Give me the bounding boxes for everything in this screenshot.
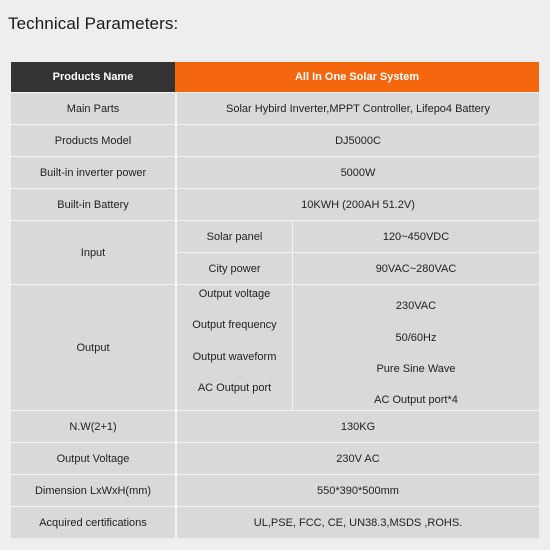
input-sub-value: 120~450VDC [382, 230, 450, 243]
input-subrow [177, 252, 539, 284]
table-row [11, 507, 539, 538]
output-subrow [177, 316, 539, 347]
row-label: Products Model [11, 125, 177, 156]
row-value: 10KWH (200AH 51.2V) [301, 198, 415, 211]
output-subrow [177, 348, 539, 379]
row-value: 5000W [340, 166, 376, 179]
row-value: DJ5000C [335, 134, 381, 147]
table-row [11, 157, 539, 189]
output-sub-label: Output frequency [177, 316, 293, 347]
input-group-row [11, 221, 539, 285]
output-subrow [177, 379, 539, 410]
page-title: Technical Parameters: [8, 14, 179, 33]
row-label: N.W(2+1) [11, 411, 177, 442]
table-header-row [11, 62, 539, 93]
input-sub-value: 90VAC~280VAC [375, 262, 457, 275]
input-subrows [177, 221, 539, 284]
output-sub-label: Output voltage [177, 285, 293, 316]
input-sub-label: Solar panel [177, 221, 293, 252]
output-subrows [177, 285, 539, 410]
row-label: Built-in Battery [11, 189, 177, 220]
output-group-row [11, 285, 539, 411]
output-sub-value: 230VAC [395, 300, 437, 313]
table-row [11, 443, 539, 475]
output-group-label: Output [11, 285, 177, 410]
output-sub-value: 50/60Hz [395, 331, 437, 344]
input-sub-label: City power [177, 253, 293, 284]
row-label: Acquired certifications [11, 507, 177, 538]
table-row [11, 93, 539, 125]
input-group-label: Input [11, 221, 177, 284]
table-row [11, 189, 539, 221]
row-value: 230V AC [336, 452, 380, 465]
table-row [11, 475, 539, 507]
table-row [11, 125, 539, 157]
row-value: 130KG [340, 420, 376, 433]
tech-parameters-table [11, 62, 539, 538]
input-subrow [177, 221, 539, 252]
output-sub-label: Output waveform [177, 348, 293, 379]
output-sub-label: AC Output port [177, 379, 293, 410]
table-row [11, 411, 539, 443]
row-label: Dimension LxWxH(mm) [11, 475, 177, 506]
row-value: 550*390*500mm [317, 484, 399, 497]
output-subrow [177, 285, 539, 316]
row-value: UL,PSE, FCC, CE, UN38.3,MSDS ,ROHS. [253, 516, 463, 529]
header-label-cell: Products Name [11, 62, 175, 92]
output-sub-value: Pure Sine Wave [376, 362, 456, 375]
row-label: Output Voltage [11, 443, 177, 474]
output-sub-value: AC Output port*4 [374, 394, 458, 406]
row-label: Main Parts [11, 93, 177, 124]
row-value: Solar Hybird Inverter,MPPT Controller, Lifepo4 Battery [226, 102, 490, 115]
row-label: Built-in inverter power [11, 157, 177, 188]
header-value-cell: All In One Solar System [175, 62, 539, 92]
